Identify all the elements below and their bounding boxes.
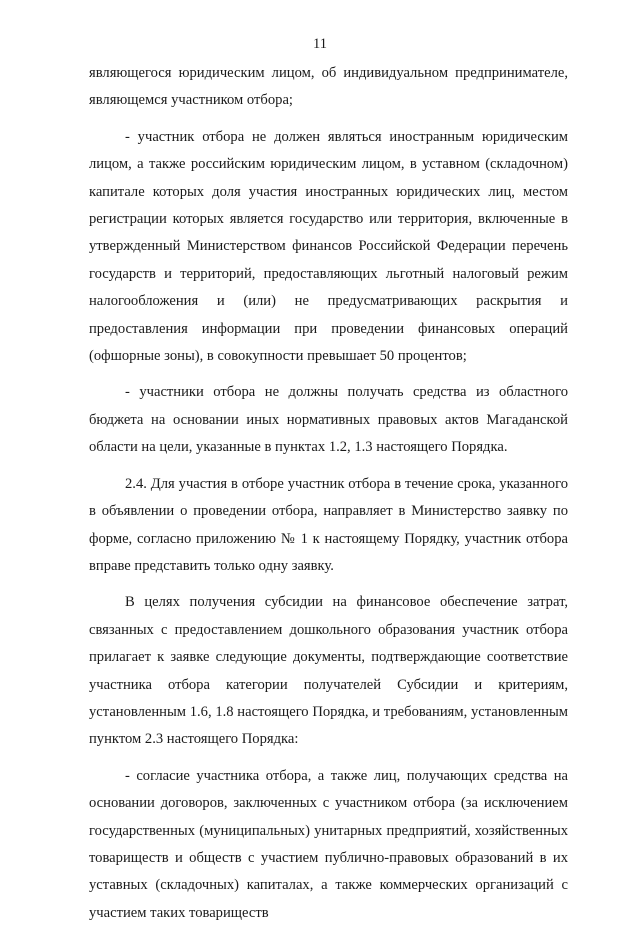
paragraph-section-2-4: 2.4. Для участия в отборе участник отбора в течение срока, указанного в объявлении о проведении отбора, направляет в Министерство заявку по форме, согласно приложению № 1 к настоящему Порядку, участник отбора вправе представить только одну заявку. <box>89 475 568 574</box>
page-number: 11 <box>313 36 327 52</box>
paragraph-documents-list-intro: В целях получения субсидии на финансовое обеспечение затрат, связанных с предоставлением дошкольного образования участник отбора прилагает к заявке следующие документы, подтверждающие соответствие участника отбора категории получателей Субсидии и критериям, установленным 1.6, 1.8 настоящего Порядка, и требованиям, установленным пунктом 2.3 настоящего Порядка: <box>89 594 568 748</box>
paragraph-foreign-entity-requirement: - участник отбора не должен являться иностранным юридическим лицом, а также российским юридическим лицом, в уставном (складочном) капитале которых доля участия иностранных юридических лиц, местом регистрации которых является государство или территория, включенные в утвержденный Министерством финансов Российской Федерации перечень государств и территорий, предоставляющих льготный налоговый режим налогообложения и (или) не предусматривающих раскрытия и предоставления информации при проведении финансовых операций (офшорные зоны), в совокупности превышает 50 процентов; <box>89 128 568 365</box>
paragraph-consent-item: - согласие участника отбора, а также лиц, получающих средства на основании договоров, заключенных с участником отбора (за исключением государственных (муниципальных) унитарных предприятий, хозяйственных товариществ и обществ с участием публично-правовых образований в их уставных (складочных) капиталах, а также коммерческих организаций с участием таких товариществ <box>89 767 568 921</box>
paragraph-regional-budget-requirement: - участники отбора не должны получать средства из областного бюджета на основании иных нормативных правовых актов Магаданской области на цели, указанные в пунктах 1.2, 1.3 настоящего Порядка. <box>89 384 568 456</box>
document-body <box>89 60 568 927</box>
paragraph-continuation: являющегося юридическим лицом, об индивидуальном предпринимателе, являющемся участником отбора; <box>89 65 568 109</box>
